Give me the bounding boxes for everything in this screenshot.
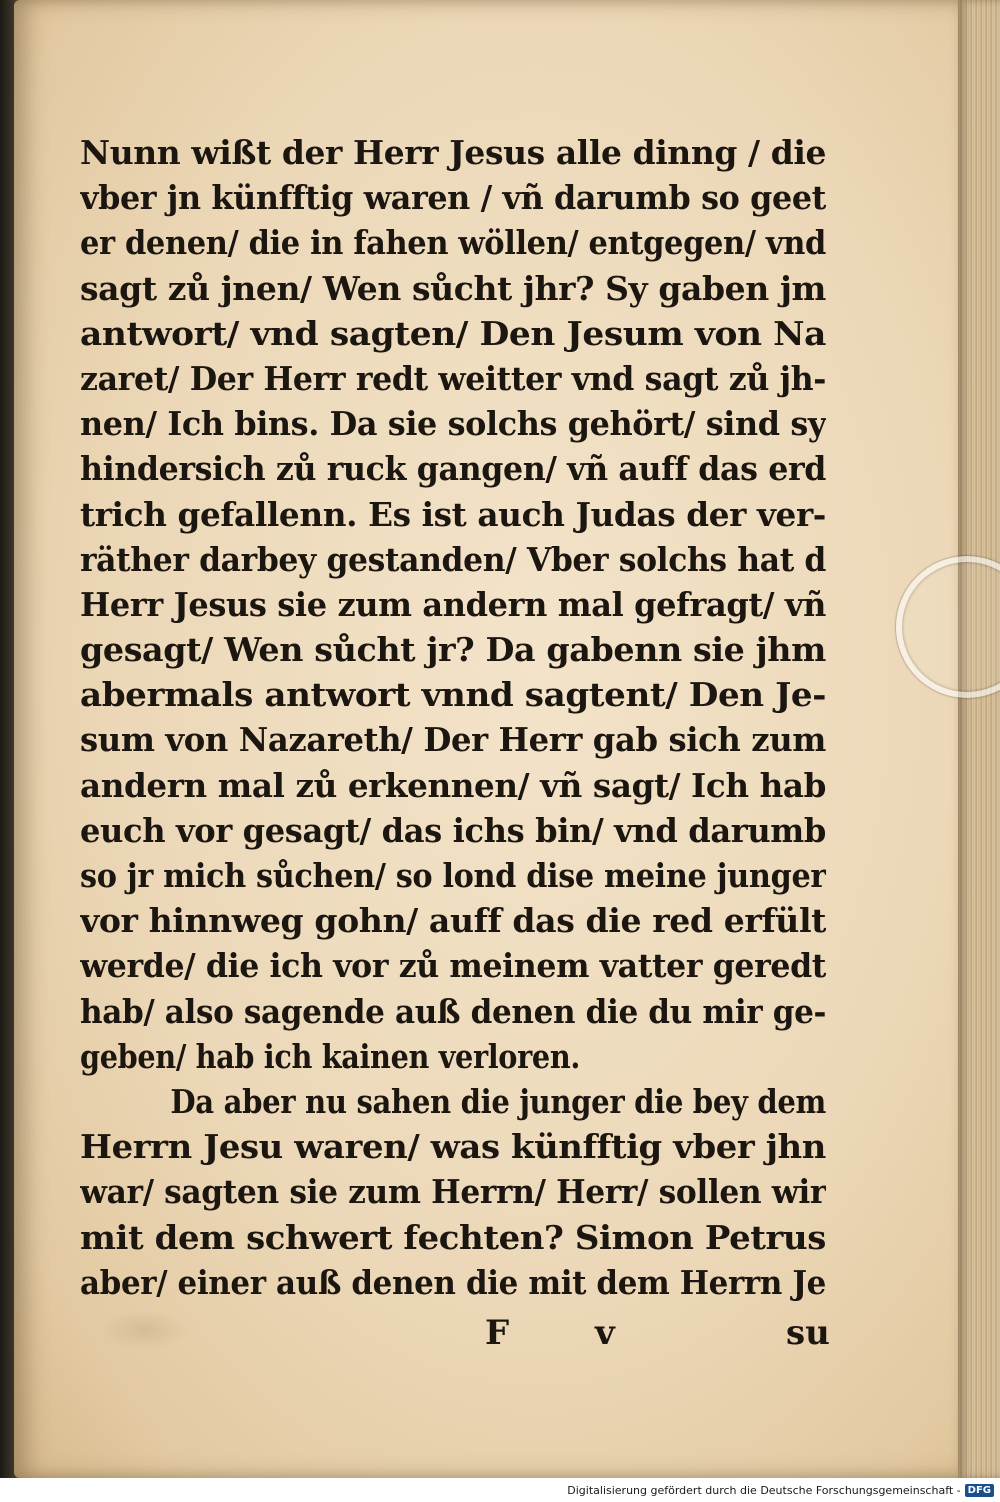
text-line: vber jn künfftig waren / vñ darumb so geet <box>80 178 826 218</box>
page-edges <box>958 0 1000 1478</box>
catchword: su <box>786 1313 830 1353</box>
text-line: euch vor gesagt/ das ichs bin/ vnd darumb <box>80 810 826 850</box>
text-line: sagt zů jnen/ Wen sůcht jhr? Sy gaben jm <box>80 268 826 308</box>
text-line: hindersich zů ruck gangen/ vñ auff das erd <box>80 449 826 489</box>
text-line: er denen/ die in fahen wöllen/ entgegen/ vnd <box>80 223 826 263</box>
text-line: abermals antwort vnnd sagtent/ Den Je- <box>80 675 826 715</box>
text-line: nen/ Ich bins. Da sie solchs gehört/ sind sy <box>80 404 826 444</box>
signature-number: v <box>595 1313 615 1353</box>
dfg-logo: DFG <box>965 1484 994 1497</box>
text-line: antwort/ vnd sagten/ Den Jesum von Na <box>80 313 826 353</box>
text-line: werde/ die ich vor zů meinem vatter geredt <box>80 946 826 986</box>
text-line: gesagt/ Wen sůcht jr? Da gabenn sie jhm <box>80 630 826 670</box>
body-text <box>80 130 826 1305</box>
text-line: vor hinnweg gohn/ auff das die red erfült <box>80 901 826 941</box>
text-line: so jr mich sůchen/ so lond dise meine junger <box>80 856 826 895</box>
text-line: geben/ hab ich kainen verloren. <box>80 1036 580 1076</box>
text-line: Da aber nu sahen die junger die bey dem <box>170 1081 826 1121</box>
funding-credit: Digitalisierung gefördert durch die Deutsche Forschungsgemeinschaft - <box>567 1483 961 1497</box>
text-line: hab/ also sagende auß denen die du mir ge- <box>80 991 826 1031</box>
signature-letter: F <box>485 1313 510 1353</box>
signature-line <box>0 1305 1000 1361</box>
text-line: zaret/ Der Herr redt weitter vnd sagt zů jh- <box>80 358 826 398</box>
text-line: Herr Jesus sie zum andern mal gefragt/ vñ <box>80 584 826 624</box>
text-line: räther darbey gestanden/ Vber solchs hat d <box>80 539 826 579</box>
text-line: trich gefallenn. Es ist auch Judas der ver- <box>80 494 826 534</box>
text-line: mit dem schwert fechten? Simon Petrus <box>80 1217 826 1257</box>
footer-bar <box>0 1478 1000 1502</box>
text-line: andern mal zů erkennen/ vñ sagt/ Ich hab <box>80 765 826 805</box>
text-line: Herrn Jesu waren/ was künfftig vber jhn <box>80 1127 826 1167</box>
text-line: aber/ einer auß denen die mit dem Herrn Je <box>80 1262 826 1302</box>
text-line: sum von Nazareth/ Der Herr gab sich zum <box>80 720 826 760</box>
text-line: war/ sagten sie zum Herrn/ Herr/ sollen wir <box>80 1172 826 1212</box>
text-line: Nunn wißt der Herr Jesus alle dinng / die <box>80 133 826 172</box>
